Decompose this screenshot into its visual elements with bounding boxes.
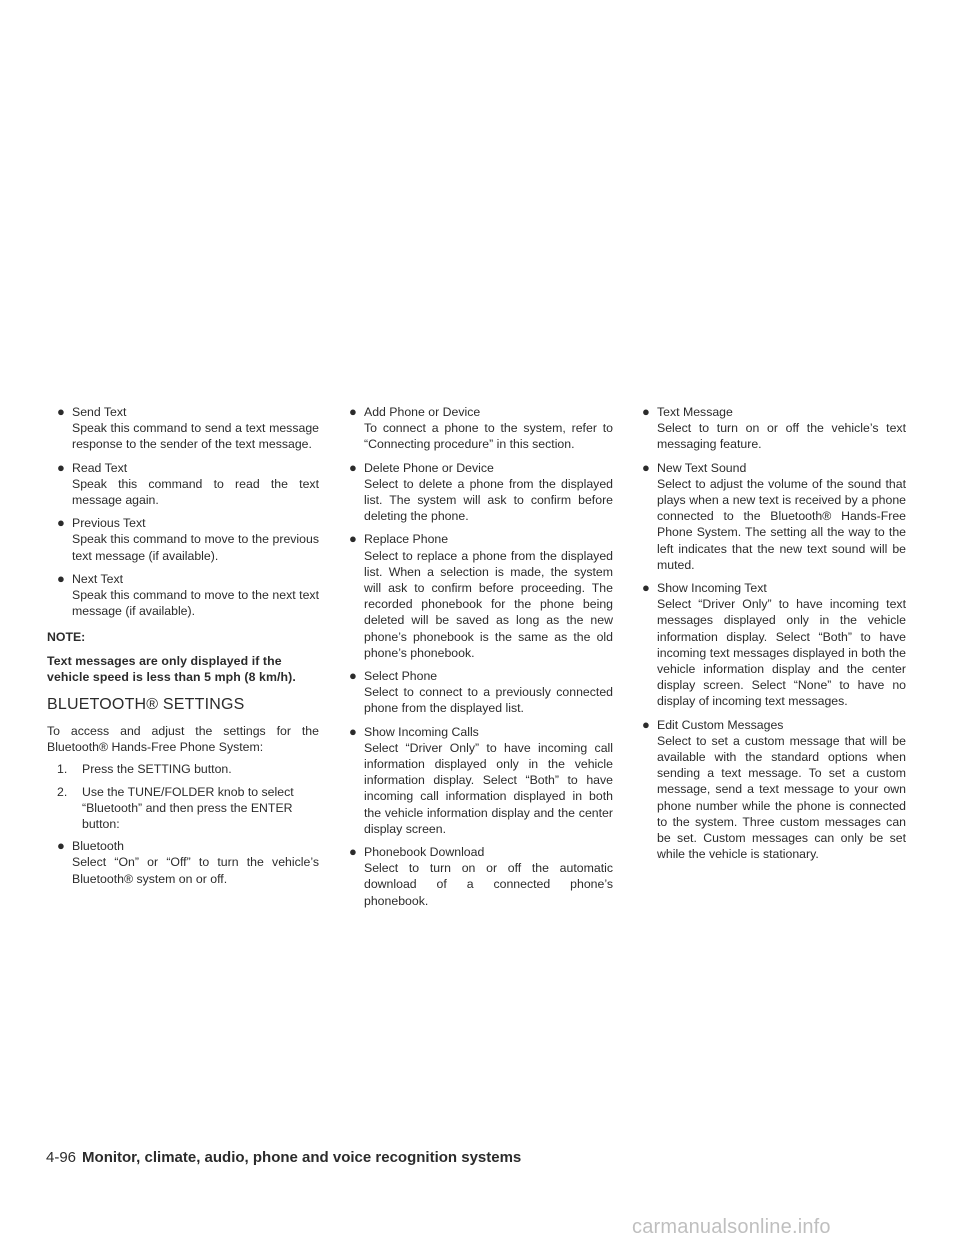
bullet-term: Select Phone bbox=[364, 669, 438, 684]
section-heading: BLUETOOTH® SETTINGS bbox=[47, 696, 245, 714]
page-footer bbox=[46, 1149, 521, 1167]
bullet-icon: ● bbox=[349, 531, 357, 547]
bullet-item bbox=[339, 531, 613, 661]
step-number: 2. bbox=[57, 784, 68, 799]
bullet-icon: ● bbox=[642, 716, 650, 732]
bullet-desc: Select “On” or “Off” to turn the vehicle’s Bluetooth® system on or off. bbox=[72, 855, 319, 886]
note-label: NOTE: bbox=[47, 630, 86, 645]
bullet-icon: ● bbox=[642, 404, 650, 419]
bullet-term: Previous Text bbox=[72, 516, 146, 531]
bullet-term: Bluetooth bbox=[72, 839, 124, 854]
step-text: Use the TUNE/FOLDER knob to select “Bluetooth” and then press the ENTER button: bbox=[82, 784, 294, 832]
bullet-icon: ● bbox=[642, 459, 650, 475]
bullet-term: Add Phone or Device bbox=[364, 405, 481, 419]
bullet-icon: ● bbox=[57, 404, 65, 419]
bullet-desc: Select to connect to a previously connected phone from the displayed list. bbox=[364, 685, 613, 716]
bullet-term: Show Incoming Calls bbox=[364, 724, 479, 739]
bullet-desc: Select “Driver Only” to have incoming text messages displayed only in the vehicle information display. Select “Both” to have incoming text messages displayed in both the vehicle information display and the center display screen. Select “None” to have no display of incoming text messages. bbox=[657, 597, 906, 709]
bullet-item bbox=[47, 404, 319, 453]
bullet-icon: ● bbox=[349, 459, 357, 475]
bullet-icon: ● bbox=[349, 404, 357, 419]
bullet-desc: Select to set a custom message that will be available with the standard options when sending a text message. To set a custom message, send a text message to your own phone number while the phone is connected to the system. Three custom messages can be set. Custom messages can only be set while the vehicle is stationary. bbox=[657, 733, 906, 862]
bullet-desc: Speak this command to move to the previous text message (if available). bbox=[72, 532, 319, 563]
bullet-item bbox=[632, 580, 906, 710]
step-item bbox=[57, 784, 319, 833]
bullet-icon: ● bbox=[57, 459, 65, 475]
step-text: Press the SETTING button. bbox=[82, 762, 232, 777]
bullet-icon: ● bbox=[642, 580, 650, 596]
bullet-desc: Speak this command to send a text message response to the sender of the text message. bbox=[72, 421, 319, 452]
bullet-term: Show Incoming Text bbox=[657, 581, 767, 596]
chapter-title: Monitor, climate, audio, phone and voice recognition systems bbox=[82, 1149, 522, 1166]
bullet-item bbox=[339, 724, 613, 837]
bullet-term: New Text Sound bbox=[657, 460, 747, 475]
bullet-term: Read Text bbox=[72, 460, 128, 475]
bullet-item bbox=[632, 404, 906, 453]
bullet-desc: Speak this command to read the text message again. bbox=[72, 476, 319, 508]
bullet-item bbox=[47, 838, 319, 887]
bullet-icon: ● bbox=[57, 515, 65, 531]
bullet-item bbox=[632, 460, 906, 573]
bullet-item bbox=[47, 571, 319, 620]
bullet-icon: ● bbox=[57, 838, 65, 854]
bullet-term: Text Message bbox=[657, 405, 733, 419]
bullet-desc: Speak this command to move to the next text message (if available). bbox=[72, 588, 319, 619]
bullet-icon: ● bbox=[349, 844, 357, 860]
watermark: carmanualsonline.info bbox=[632, 1216, 831, 1238]
bullet-icon: ● bbox=[349, 723, 357, 739]
note-text: Text messages are only displayed if the vehicle speed is less than 5 mph (8 km/h). bbox=[47, 653, 296, 684]
bullet-item bbox=[47, 460, 319, 509]
bullet-desc: Select to delete a phone from the displayed list. The system will ask to confirm before deleting the phone. bbox=[364, 476, 613, 524]
bullet-desc: Select to replace a phone from the displayed list. When a selection is made, the system will ask to confirm before proceeding. The recorded phonebook for the phone being deleted will be saved as long as the new phone’s phonebook is the same as the old phone’s phonebook. bbox=[364, 548, 613, 660]
bullet-term: Phonebook Download bbox=[364, 845, 485, 860]
step-item bbox=[57, 761, 319, 777]
bullet-term: Next Text bbox=[72, 571, 124, 586]
bullet-desc: Select to adjust the volume of the sound that plays when a new text is received by a phone connected to the Bluetooth® Hands-Free Phone System. The setting all the way to the left indicates that the new text sound will be muted. bbox=[657, 476, 906, 572]
column-2 bbox=[339, 404, 613, 916]
bullet-item bbox=[47, 515, 319, 564]
bullet-desc: Select to turn on or off the automatic download of a connected phone’s phonebook. bbox=[364, 861, 613, 908]
bullet-term: Edit Custom Messages bbox=[657, 717, 784, 732]
bullet-desc: Select to turn on or off the vehicle’s text messaging feature. bbox=[657, 421, 906, 452]
intro-paragraph: To access and adjust the settings for the Bluetooth® Hands-Free Phone System: bbox=[47, 724, 319, 755]
page-number: 4-96 bbox=[46, 1149, 77, 1166]
bullet-desc: Select “Driver Only” to have incoming call information displayed only in the vehicle information display. Select “Both” to have incoming call information displayed in both the vehicle information display and the center display screen. bbox=[364, 740, 613, 836]
bullet-icon: ● bbox=[349, 668, 357, 684]
bullet-icon: ● bbox=[57, 570, 65, 586]
bullet-item bbox=[339, 668, 613, 717]
column-1 bbox=[47, 404, 319, 894]
bullet-item bbox=[339, 404, 613, 453]
bullet-term: Delete Phone or Device bbox=[364, 460, 494, 475]
bullet-item bbox=[632, 717, 906, 863]
column-3 bbox=[632, 404, 906, 869]
bullet-item bbox=[339, 460, 613, 525]
bullet-term: Replace Phone bbox=[364, 532, 449, 547]
bullet-item bbox=[339, 844, 613, 909]
bullet-desc: To connect a phone to the system, refer to “Connecting procedure” in this section. bbox=[364, 421, 613, 452]
bullet-term: Send Text bbox=[72, 405, 127, 419]
step-number: 1. bbox=[57, 762, 68, 777]
